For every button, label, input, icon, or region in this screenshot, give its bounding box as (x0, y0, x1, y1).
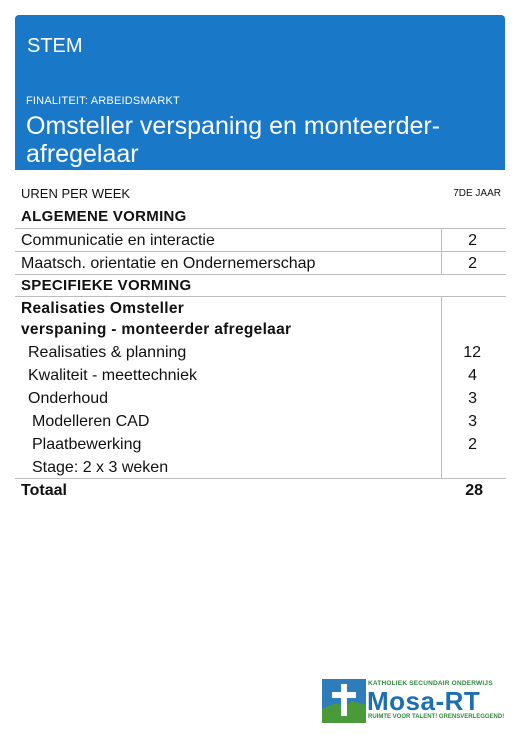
section-general-heading: ALGEMENE VORMING (21, 208, 187, 225)
divider (15, 296, 506, 297)
course-hours: 2 (468, 255, 477, 272)
course-hours: 4 (468, 367, 477, 384)
group-title-line1: Realisaties Omsteller (21, 300, 185, 317)
logo-top-text: KATHOLIEK SECUNDAIR ONDERWIJS (368, 680, 493, 687)
column-divider (441, 296, 442, 478)
course-hours: 2 (468, 436, 477, 453)
divider (15, 274, 506, 275)
course-label: Modelleren CAD (32, 413, 150, 430)
course-hours: 3 (468, 390, 477, 407)
course-label: Plaatbewerking (32, 436, 142, 453)
course-label: Stage: 2 x 3 weken (32, 459, 169, 476)
group-title-line2: verspaning - monteerder afregelaar (21, 321, 292, 338)
course-label: Kwaliteit - meettechniek (28, 367, 197, 384)
mosa-rt-logo (322, 679, 506, 723)
year-column-header: 7DE JAAR (453, 188, 501, 199)
course-label: Onderhoud (28, 390, 109, 407)
category-label: STEM (27, 35, 83, 57)
hours-column-header: UREN PER WEEK (21, 186, 131, 201)
course-label: Communicatie en interactie (21, 232, 215, 249)
column-divider (441, 228, 442, 274)
total-hours: 28 (465, 482, 483, 499)
finaliteit-label: FINALITEIT: ARBEIDSMARKT (26, 95, 180, 107)
divider (15, 478, 506, 479)
logo-tagline: RUIMTE VOOR TALENT! GRENSVERLEGGEND! (368, 714, 505, 720)
header-banner (15, 15, 505, 170)
course-label: Realisaties & planning (28, 344, 187, 361)
page-title: Omsteller verspaning en monteerder-afregelaar (26, 112, 441, 168)
cross-icon (322, 679, 366, 723)
divider (15, 251, 506, 252)
course-label: Maatsch. orientatie en Ondernemerschap (21, 255, 316, 272)
section-specific-heading: SPECIFIEKE VORMING (21, 277, 192, 294)
course-hours: 2 (468, 232, 477, 249)
course-hours: 12 (463, 344, 481, 361)
course-hours: 3 (468, 413, 477, 430)
logo-name: Mosa-RT (367, 686, 481, 716)
total-label: Totaal (21, 482, 67, 499)
divider (15, 228, 506, 229)
